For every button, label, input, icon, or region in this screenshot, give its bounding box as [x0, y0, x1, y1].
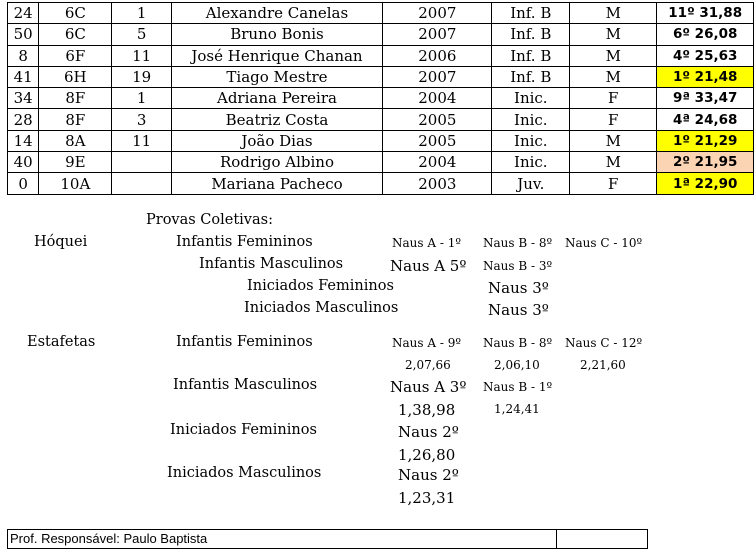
- hoquei-inf-fem-label: Infantis Femininos: [176, 234, 313, 250]
- cell-year: 2003: [383, 173, 492, 194]
- estafetas-inf-masc-b: Naus B - 1º: [483, 380, 553, 394]
- cell-num: 34: [8, 88, 39, 109]
- cell-class: 6C: [39, 3, 112, 24]
- estafetas-inf-fem-a-time: 2,07,66: [405, 358, 451, 372]
- cell-class: 6C: [39, 24, 112, 45]
- cell-num: 14: [8, 130, 39, 151]
- table-row: [8, 66, 754, 87]
- cell-num: 40: [8, 152, 39, 173]
- cell-num: 28: [8, 109, 39, 130]
- cell-year: 2004: [383, 152, 492, 173]
- table-row: [8, 173, 754, 194]
- cell-n: 11: [112, 45, 171, 66]
- cell-name: Beatriz Costa: [171, 109, 382, 130]
- cell-time: 6º 26,08: [657, 24, 754, 45]
- table-row: [8, 3, 754, 24]
- cell-class: 6F: [39, 45, 112, 66]
- cell-n: [112, 152, 171, 173]
- cell-sex: M: [570, 152, 657, 173]
- estafetas-inf-fem-b: Naus B - 8º: [483, 336, 553, 350]
- estafetas-inf-fem-c-time: 2,21,60: [580, 358, 626, 372]
- cell-cat: Inic.: [492, 152, 570, 173]
- cell-n: 3: [112, 109, 171, 130]
- cell-cat: Inf. B: [492, 24, 570, 45]
- cell-sex: M: [570, 66, 657, 87]
- footer-empty-cell: [557, 530, 648, 549]
- hoquei-ini-fem-label: Iniciados Femininos: [247, 278, 394, 294]
- footer-table: [7, 529, 648, 549]
- cell-time: 1º 21,48: [657, 66, 754, 87]
- hoquei-inf-masc-a: Naus A 5º: [390, 257, 467, 275]
- hoquei-inf-masc-label: Infantis Masculinos: [199, 256, 344, 272]
- cell-name: Bruno Bonis: [171, 24, 382, 45]
- cell-cat: Inf. B: [492, 66, 570, 87]
- cell-num: 24: [8, 3, 39, 24]
- estafetas-inf-masc-label: Infantis Masculinos: [173, 377, 318, 393]
- cell-name: João Dias: [171, 130, 382, 151]
- estafetas-inf-fem-a: Naus A - 9º: [392, 336, 461, 350]
- estafetas-ini-fem-a-time: 1,26,80: [398, 446, 456, 464]
- cell-year: 2005: [383, 130, 492, 151]
- cell-cat: Inic.: [492, 109, 570, 130]
- cell-sex: M: [570, 130, 657, 151]
- cell-class: 8F: [39, 88, 112, 109]
- table-row: [8, 130, 754, 151]
- estafetas-inf-fem-c: Naus C - 12º: [565, 336, 643, 350]
- cell-sex: F: [570, 109, 657, 130]
- cell-name: Adriana Pereira: [171, 88, 382, 109]
- cell-cat: Inic.: [492, 88, 570, 109]
- cell-year: 2007: [383, 3, 492, 24]
- cell-name: Alexandre Canelas: [171, 3, 382, 24]
- cell-n: 1: [112, 3, 171, 24]
- estafetas-ini-fem-a: Naus 2º: [398, 423, 459, 441]
- estafetas-inf-masc-b-time: 1,24,41: [494, 402, 540, 416]
- cell-time: 4º 25,63: [657, 45, 754, 66]
- cell-class: 10A: [39, 173, 112, 194]
- cell-name: Mariana Pacheco: [171, 173, 382, 194]
- cell-n: 11: [112, 130, 171, 151]
- cell-num: 8: [8, 45, 39, 66]
- cell-time: 4ª 24,68: [657, 109, 754, 130]
- table-row: [8, 88, 754, 109]
- cell-year: 2006: [383, 45, 492, 66]
- cell-n: 1: [112, 88, 171, 109]
- hoquei-ini-masc-label: Iniciados Masculinos: [244, 300, 399, 316]
- results-table: [7, 2, 754, 195]
- estafetas-inf-masc-a-time: 1,38,98: [398, 401, 456, 419]
- cell-class: 9E: [39, 152, 112, 173]
- cell-name: Rodrigo Albino: [171, 152, 382, 173]
- cell-class: 8F: [39, 109, 112, 130]
- table-row: [8, 24, 754, 45]
- cell-name: Tiago Mestre: [171, 66, 382, 87]
- hoquei-ini-fem-a: Naus 3º: [488, 279, 549, 297]
- hoquei-label: Hóquei: [34, 234, 88, 250]
- cell-name: José Henrique Chanan: [171, 45, 382, 66]
- cell-sex: M: [570, 45, 657, 66]
- cell-time: 1º 21,29: [657, 130, 754, 151]
- cell-time: 9ª 33,47: [657, 88, 754, 109]
- hoquei-inf-fem-a: Naus A - 1º: [392, 236, 461, 250]
- cell-cat: Juv.: [492, 173, 570, 194]
- cell-sex: M: [570, 24, 657, 45]
- cell-sex: M: [570, 3, 657, 24]
- responsible-teacher: Prof. Responsável: Paulo Baptista: [8, 530, 557, 549]
- cell-num: 0: [8, 173, 39, 194]
- table-row: [8, 152, 754, 173]
- estafetas-inf-masc-a: Naus A 3º: [390, 378, 467, 396]
- cell-n: [112, 173, 171, 194]
- cell-time: 1ª 22,90: [657, 173, 754, 194]
- cell-n: 5: [112, 24, 171, 45]
- estafetas-ini-fem-label: Iniciados Femininos: [170, 422, 317, 438]
- cell-num: 50: [8, 24, 39, 45]
- cell-year: 2007: [383, 24, 492, 45]
- estafetas-ini-masc-a: Naus 2º: [398, 466, 459, 484]
- estafetas-ini-masc-label: Iniciados Masculinos: [167, 465, 322, 481]
- hoquei-inf-masc-b: Naus B - 3º: [483, 259, 553, 273]
- hoquei-ini-masc-a: Naus 3º: [488, 301, 549, 319]
- estafetas-inf-fem-b-time: 2,06,10: [494, 358, 540, 372]
- hoquei-inf-fem-b: Naus B - 8º: [483, 236, 553, 250]
- cell-year: 2004: [383, 88, 492, 109]
- estafetas-inf-fem-label: Infantis Femininos: [176, 334, 313, 350]
- cell-cat: Inic.: [492, 130, 570, 151]
- cell-class: 6H: [39, 66, 112, 87]
- cell-class: 8A: [39, 130, 112, 151]
- cell-year: 2007: [383, 66, 492, 87]
- cell-time: 11º 31,88: [657, 3, 754, 24]
- estafetas-ini-masc-a-time: 1,23,31: [398, 489, 456, 507]
- cell-year: 2005: [383, 109, 492, 130]
- collective-title: Provas Coletivas:: [146, 212, 273, 228]
- estafetas-label: Estafetas: [27, 334, 96, 350]
- cell-cat: Inf. B: [492, 3, 570, 24]
- cell-sex: F: [570, 173, 657, 194]
- table-row: [8, 109, 754, 130]
- cell-num: 41: [8, 66, 39, 87]
- hoquei-inf-fem-c: Naus C - 10º: [565, 236, 643, 250]
- cell-time: 2º 21,95: [657, 152, 754, 173]
- cell-sex: F: [570, 88, 657, 109]
- cell-cat: Inf. B: [492, 45, 570, 66]
- cell-n: 19: [112, 66, 171, 87]
- table-row: [8, 45, 754, 66]
